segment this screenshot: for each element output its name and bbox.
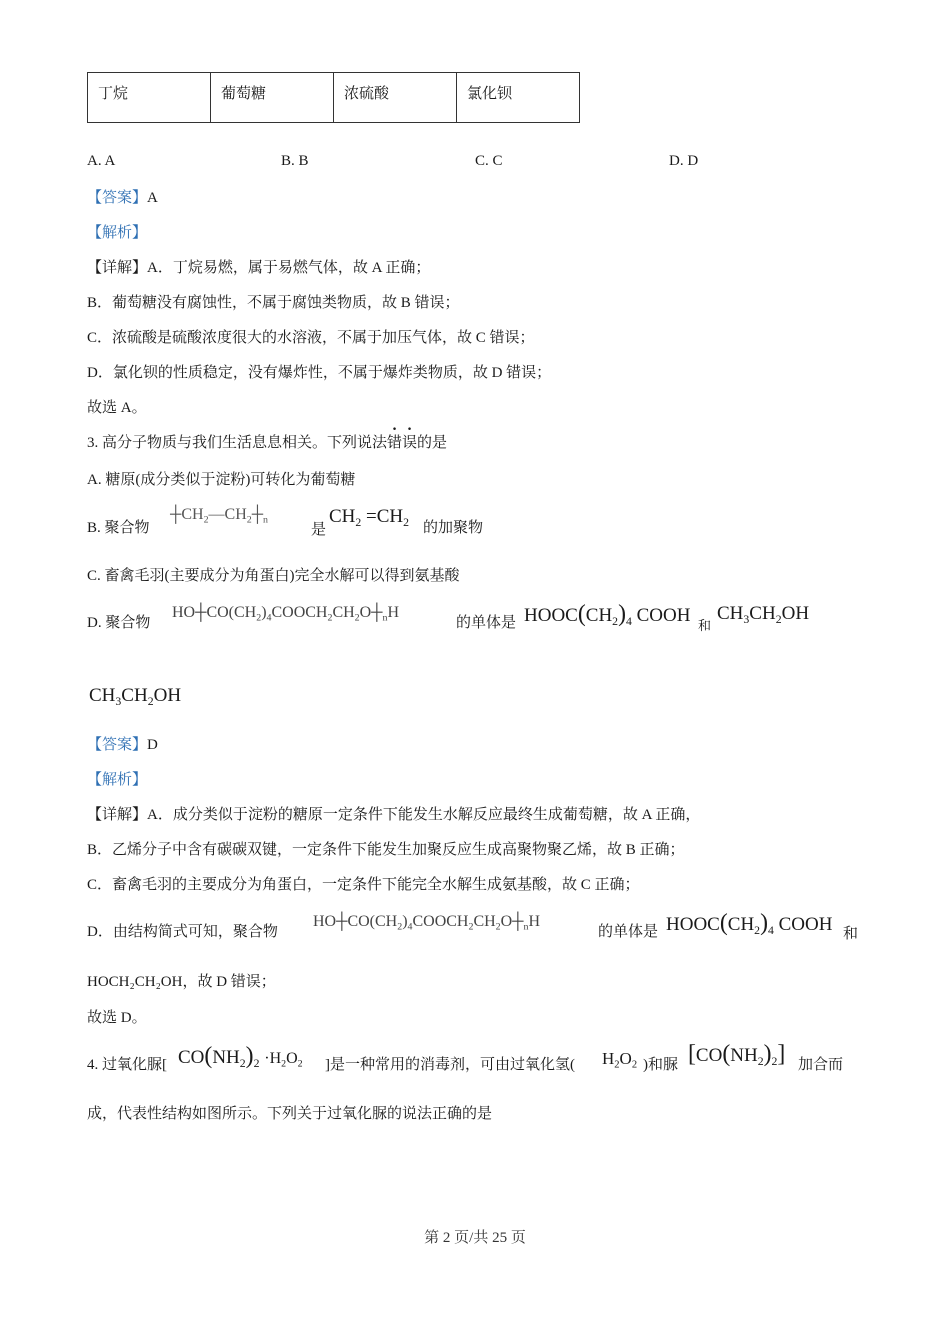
q2-answer [87, 188, 158, 208]
q3-option-d-and: 和 [698, 618, 712, 633]
q2-analysis-tag: 【解析】 [87, 225, 148, 241]
q3-detail-d-mid: 的单体是 [598, 924, 659, 940]
q3-detail-c: C．畜禽毛羽的主要成分为角蛋白，一定条件下能完全水解生成氨基酸，故 C 正确； [87, 877, 640, 893]
q3-detail-a: 【详解】A．成分类似于淀粉的糖原一定条件下能发生水解反应最终生成葡萄糖，故 A 正确， [87, 807, 701, 823]
table-cell-b: 葡萄糖 [211, 73, 334, 123]
ethylene-formula: $CH_2 =CH_2$ [329, 506, 410, 530]
q3-option-b-mid: 是 [311, 522, 327, 538]
page-number: 第 2 页/共 25 页 [424, 1230, 526, 1246]
choice-c: C. C [475, 153, 503, 169]
q3-detail-d-prefix: D．由结构简式可知，聚合物 [87, 924, 278, 940]
emphasis-char: 错 [387, 435, 403, 451]
q2-detail-c: C．浓硫酸是硫酸浓度很大的水溶液，不属于加压气体，故 C 错误； [87, 330, 535, 346]
q3-option-c: C. 畜禽毛羽(主要成分为角蛋白)完全水解可以得到氨基酸 [87, 568, 460, 584]
q4-stem-suffix: 加合而 [798, 1057, 844, 1073]
detail-tag: 【详解】 [87, 260, 148, 276]
q3-option-d-prefix: D. 聚合物 [87, 615, 151, 631]
q4-stem-mid1: ]是一种常用的消毒剂，可由过氧化氢( [325, 1057, 575, 1073]
choice-b: B. B [281, 153, 309, 169]
hydrogen-peroxide-formula: $H_2O_2$ [602, 1049, 638, 1071]
q2-detail-d: D．氯化钡的性质稳定，没有爆炸性，不属于爆炸类物质，故 D 错误； [87, 365, 552, 381]
options-table [87, 72, 580, 123]
polyester-formula: $HO┼CO(CH_2)_4COOCH_2CH_2O┼_nH$ [172, 604, 400, 624]
q3-option-b-prefix: B. 聚合物 [87, 520, 150, 536]
choice-a: A. A [87, 153, 116, 169]
q3-stem: 3. 高分子物质与我们生活息息相关。下列说法错误的是 [87, 435, 448, 451]
ethanol-formula: $CH_3CH_2OH$ [717, 603, 810, 627]
polyester-formula-detail: $HO┼CO(CH_2)_4COOCH_2CH_2O┼_nH$ [313, 913, 541, 933]
adipic-acid-formula-detail: $HOOC(CH_2)_4$ COOH [666, 910, 833, 938]
q3-detail-b: B．乙烯分子中含有碳碳双键，一定条件下能发生加聚反应生成高聚物聚乙烯，故 B 正确； [87, 842, 685, 858]
table-cell-c: 浓硫酸 [334, 73, 457, 123]
q2-detail-a: 【详解】A．丁烷易燃，属于易燃气体，故 A 正确； [87, 260, 431, 276]
q4-stem-line2: 成，代表性结构如图所示。下列关于过氧化脲的说法正确的是 [87, 1106, 493, 1122]
table-cell-a: 丁烷 [88, 73, 211, 123]
q2-detail-b: B．葡萄糖没有腐蚀性，不属于腐蚀类物质，故 B 错误； [87, 295, 460, 311]
answer-value: D [147, 737, 158, 753]
choice-d: D. D [669, 153, 699, 169]
answer-tag: 【答案】 [87, 190, 148, 206]
q3-answer [87, 735, 158, 755]
table-cell-d: 氯化钡 [457, 73, 580, 123]
urea-formula: $[CO(NH_2)_2]$ [688, 1041, 786, 1069]
q3-option-b-suffix: 的加聚物 [423, 520, 484, 536]
q3-option-d-mid: 的单体是 [456, 615, 517, 631]
q3-detail-d-and: 和 [843, 926, 859, 942]
emphasis-char: 误 [402, 435, 418, 451]
q3-conclusion: 故选 D。 [87, 1010, 147, 1026]
answer-value: A [147, 190, 158, 206]
q4-stem-prefix: 4. 过氧化脲[ [87, 1057, 167, 1073]
q2-conclusion: 故选 A。 [87, 400, 147, 416]
urea-peroxide-formula: $CO(NH_2)_2 \cdot H_2O_2$ [178, 1043, 303, 1071]
q3-detail-d-line2: HOCH₂CH₂OH，故 D 错误； [87, 974, 276, 990]
q3-option-a: A. 糖原(成分类似于淀粉)可转化为葡萄糖 [87, 472, 356, 488]
q4-stem-mid2: )和脲 [643, 1057, 678, 1073]
polyethylene-formula: $┼CH_2—CH_2┼_n$ [170, 506, 268, 526]
q3-analysis-tag: 【解析】 [87, 772, 148, 788]
stray-ethanol-formula: $CH_3CH_2OH$ [89, 685, 182, 709]
adipic-acid-formula: $HOOC(CH_2)_4$ COOH [524, 601, 691, 629]
answer-tag: 【答案】 [87, 737, 148, 753]
detail-tag: 【详解】 [87, 807, 148, 823]
